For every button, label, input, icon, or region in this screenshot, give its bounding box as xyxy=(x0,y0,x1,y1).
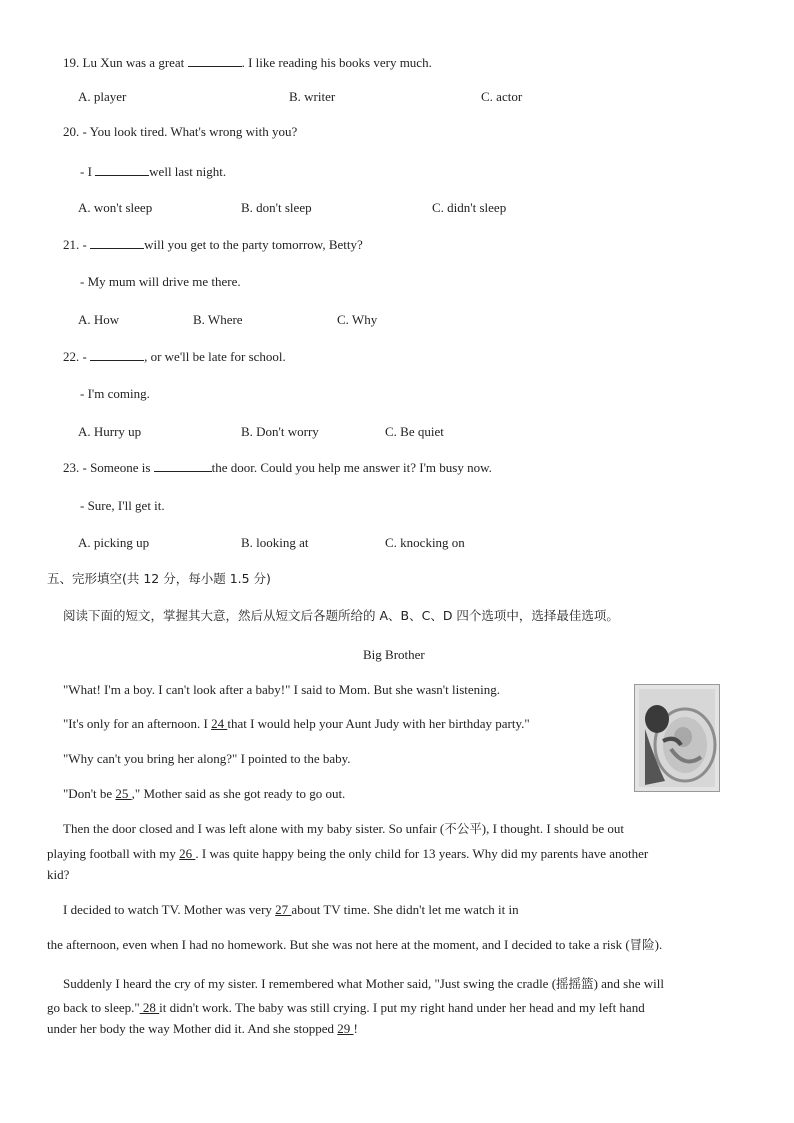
baby-cradle-photo-icon xyxy=(635,685,719,791)
passage-line: the afternoon, even when I had no homework. But she was not here at the moment, and I decided to take a risk (冒险). xyxy=(47,937,663,952)
passage-line: playing football with my 26 . I was quite happy being the only child for 13 years. Why did my parents have another xyxy=(47,846,649,861)
passage-title: Big Brother xyxy=(363,647,425,662)
cloze-blank-24[interactable]: 24 xyxy=(211,716,228,731)
passage-line: under her body the way Mother did it. And she stopped 29 ! xyxy=(47,1021,358,1036)
option-c[interactable]: C. knocking on xyxy=(385,535,465,550)
answer-blank[interactable] xyxy=(154,459,212,472)
question-22-response: - I'm coming. xyxy=(80,386,150,401)
question-23-stem: 23. - Someone is the door. Could you help me answer it? I'm busy now. xyxy=(63,460,492,475)
passage-paragraph: I decided to watch TV. Mother was very 27 about TV time. She didn't let me watch it in xyxy=(63,902,519,917)
option-a[interactable]: A. picking up xyxy=(78,535,150,550)
cloze-blank-28[interactable]: 28 xyxy=(139,1000,160,1015)
question-20-stem: 20. - You look tired. What's wrong with you? xyxy=(63,124,298,139)
option-b[interactable]: B. don't sleep xyxy=(241,200,312,215)
option-c[interactable]: C. Be quiet xyxy=(385,424,444,439)
option-a[interactable]: A. won't sleep xyxy=(78,200,153,215)
passage-line: go back to sleep." 28 it didn't work. The baby was still crying. I put my right hand under her head and my left hand xyxy=(47,1000,645,1015)
question-20-response: - I well last night. xyxy=(80,164,227,179)
answer-blank[interactable] xyxy=(90,236,144,249)
section-heading: 五、完形填空(共 12 分，每小题 1.5 分) xyxy=(47,571,271,586)
option-b[interactable]: B. looking at xyxy=(241,535,309,550)
answer-blank[interactable] xyxy=(188,54,242,67)
question-23-response: - Sure, I'll get it. xyxy=(80,498,165,513)
option-a[interactable]: A. player xyxy=(78,89,127,104)
question-19-stem: 19. Lu Xun was a great . I like reading his books very much. xyxy=(63,55,432,70)
question-22-stem: 22. - , or we'll be late for school. xyxy=(63,349,286,364)
cloze-blank-26[interactable]: 26 xyxy=(179,846,196,861)
passage-paragraph: "It's only for an afternoon. I 24 that I would help your Aunt Judy with her birthday party." xyxy=(63,716,530,731)
option-c[interactable]: C. actor xyxy=(481,89,523,104)
passage-paragraph: "What! I'm a boy. I can't look after a baby!" I said to Mom. But she wasn't listening. xyxy=(63,682,501,697)
passage-paragraph: "Why can't you bring her along?" I pointed to the baby. xyxy=(63,751,351,766)
option-b[interactable]: B. Don't worry xyxy=(241,424,319,439)
passage-photo xyxy=(634,684,720,792)
option-a[interactable]: A. Hurry up xyxy=(78,424,142,439)
question-21-response: - My mum will drive me there. xyxy=(80,274,241,289)
passage-paragraph: Then the door closed and I was left alone with my baby sister. So unfair (不公平), I thought. I should be out xyxy=(63,821,625,836)
option-c[interactable]: C. Why xyxy=(337,312,378,327)
option-c[interactable]: C. didn't sleep xyxy=(432,200,507,215)
option-a[interactable]: A. How xyxy=(78,312,120,327)
answer-blank[interactable] xyxy=(95,163,149,176)
option-b[interactable]: B. Where xyxy=(193,312,243,327)
cloze-blank-25[interactable]: 25 xyxy=(115,786,132,801)
question-21-stem: 21. - will you get to the party tomorrow, Betty? xyxy=(63,237,363,252)
passage-paragraph: "Don't be 25 ," Mother said as she got ready to go out. xyxy=(63,786,346,801)
cloze-blank-29[interactable]: 29 xyxy=(337,1021,354,1036)
section-instruction: 阅读下面的短文，掌握其大意，然后从短文后各题所给的 A、B、C、D 四个选项中，选择最佳选项。 xyxy=(63,608,619,623)
passage-line: kid? xyxy=(47,867,70,882)
answer-blank[interactable] xyxy=(90,348,144,361)
option-b[interactable]: B. writer xyxy=(289,89,336,104)
cloze-blank-27[interactable]: 27 xyxy=(275,902,292,917)
passage-paragraph: Suddenly I heard the cry of my sister. I remembered what Mother said, "Just swing the cradle (摇摇篮) and she will xyxy=(63,976,664,991)
